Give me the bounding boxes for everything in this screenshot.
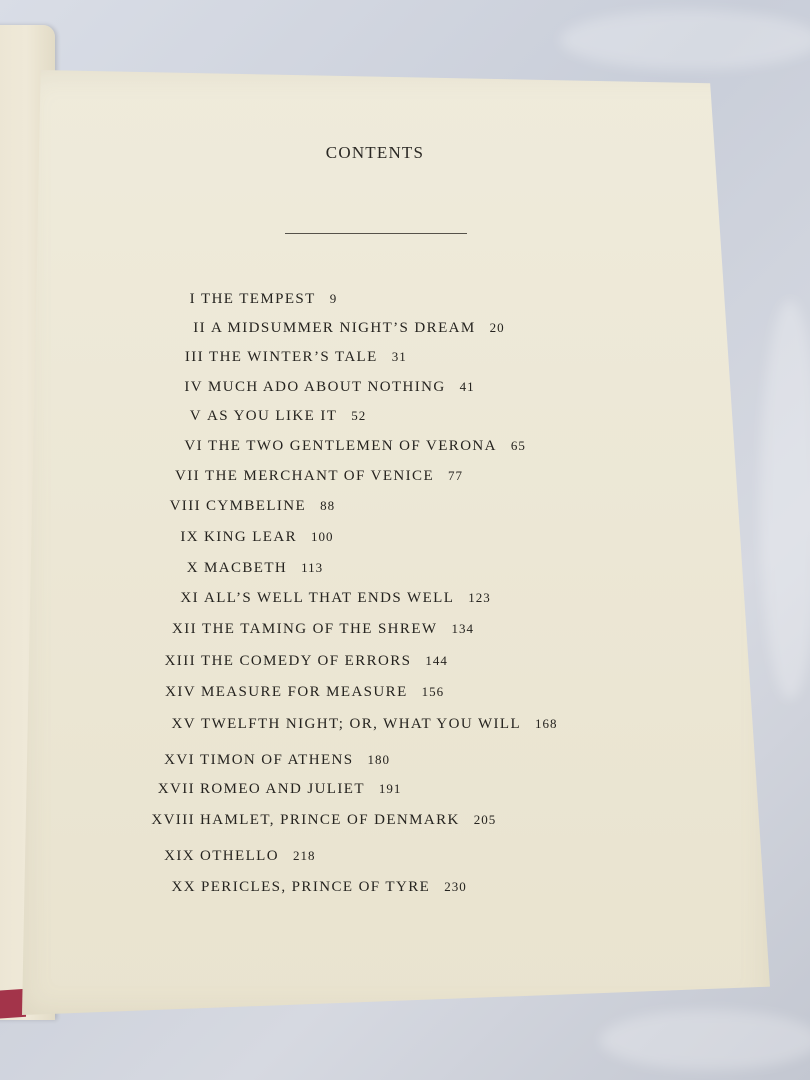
toc-entry: [142, 408, 366, 430]
toc-entry: [135, 752, 390, 774]
toc-entry: [135, 781, 401, 803]
toc-entry: [135, 848, 315, 870]
entry-numeral: IX: [180, 529, 199, 545]
contents-heading: CONTENTS: [325, 143, 425, 162]
entry-title: TIMON OF ATHENS: [200, 752, 354, 768]
toc-entry: [136, 684, 444, 706]
entry-title: THE TWO GENTLEMEN OF VERONA: [208, 438, 497, 454]
entry-page-number: 41: [459, 379, 475, 394]
entry-title: THE WINTER’S TALE: [209, 349, 378, 365]
entry-title: MUCH ADO ABOUT NOTHING: [208, 379, 446, 395]
toc-entry: [136, 716, 558, 738]
entry-title: AS YOU LIKE IT: [207, 408, 338, 424]
toc-entry: [140, 468, 463, 490]
entry-title: OTHELLO: [200, 848, 279, 864]
toc-entry: [143, 379, 475, 401]
entry-numeral: XVII: [157, 781, 195, 797]
entry-page-number: 218: [292, 848, 316, 863]
toc-entry: [141, 498, 335, 520]
entry-numeral: XII: [171, 621, 197, 637]
toc-entry: [135, 812, 496, 834]
entry-numeral: III: [184, 349, 204, 365]
entry-numeral: XIV: [165, 684, 196, 700]
entry-page-number: 100: [311, 529, 334, 544]
toc-entry: [136, 291, 337, 313]
toc-entry: [143, 438, 526, 460]
entry-numeral: VI: [184, 438, 203, 454]
entry-title: THE TAMING OF THE SHREW: [202, 621, 438, 637]
entry-title: CYMBELINE: [206, 498, 307, 514]
entry-page-number: 31: [391, 349, 407, 364]
toc-entry: [137, 621, 474, 643]
toc-entry: [139, 560, 323, 582]
entry-page-number: 123: [468, 590, 491, 605]
entry-page-number: 205: [473, 812, 497, 827]
toc-entry: [136, 879, 467, 901]
entry-numeral: XVIII: [151, 812, 195, 828]
entry-page-number: 65: [510, 438, 526, 453]
entry-title: A MIDSUMMER NIGHT’S DREAM: [211, 320, 476, 336]
entry-page-number: 9: [329, 291, 338, 306]
toc-entry: [139, 590, 491, 612]
entry-numeral: XI: [180, 590, 199, 606]
entry-page-number: 88: [320, 498, 336, 513]
entry-numeral: X: [186, 560, 199, 576]
entry-numeral: XV: [171, 716, 196, 732]
entry-numeral: VII: [174, 468, 200, 484]
entry-page-number: 168: [535, 716, 558, 731]
entry-title: TWELFTH NIGHT; OR, WHAT YOU WILL: [201, 716, 522, 732]
entry-title: ROMEO AND JULIET: [200, 781, 365, 797]
entry-page-number: 52: [351, 408, 367, 423]
entry-numeral: V: [189, 408, 202, 424]
toc-entry: [144, 349, 407, 371]
entry-title: MEASURE FOR MEASURE: [201, 684, 408, 700]
toc-entry: [146, 320, 505, 342]
entry-page-number: 113: [301, 560, 324, 575]
entry-page-number: 20: [489, 320, 505, 335]
entry-numeral: VIII: [169, 498, 201, 514]
entry-page-number: 180: [367, 752, 391, 767]
entry-numeral: II: [193, 320, 206, 336]
entry-page-number: 134: [451, 621, 474, 636]
entry-title: ALL’S WELL THAT ENDS WELL: [204, 590, 455, 606]
entry-title: THE COMEDY OF ERRORS: [201, 653, 412, 669]
toc-entry: [136, 653, 448, 675]
entry-numeral: XIX: [164, 848, 195, 864]
entry-title: PERICLES, PRINCE OF TYRE: [201, 879, 431, 895]
entry-title: THE MERCHANT OF VENICE: [205, 468, 435, 484]
entry-page-number: 77: [448, 468, 464, 483]
entry-title: KING LEAR: [204, 529, 298, 545]
entry-page-number: 191: [378, 781, 402, 796]
entry-numeral: IV: [184, 379, 203, 395]
entry-title: HAMLET, PRINCE OF DENMARK: [200, 812, 460, 828]
entry-numeral: XIII: [164, 653, 196, 669]
entry-numeral: XVI: [164, 752, 195, 768]
entry-page-number: 156: [421, 684, 445, 699]
entry-numeral: I: [189, 291, 196, 307]
entry-title: MACBETH: [204, 560, 288, 576]
entry-page-number: 230: [444, 879, 467, 894]
toc-entry: [139, 529, 334, 551]
entry-page-number: 144: [425, 653, 448, 668]
entry-title: THE TEMPEST: [201, 291, 316, 307]
entry-numeral: XX: [171, 879, 196, 895]
